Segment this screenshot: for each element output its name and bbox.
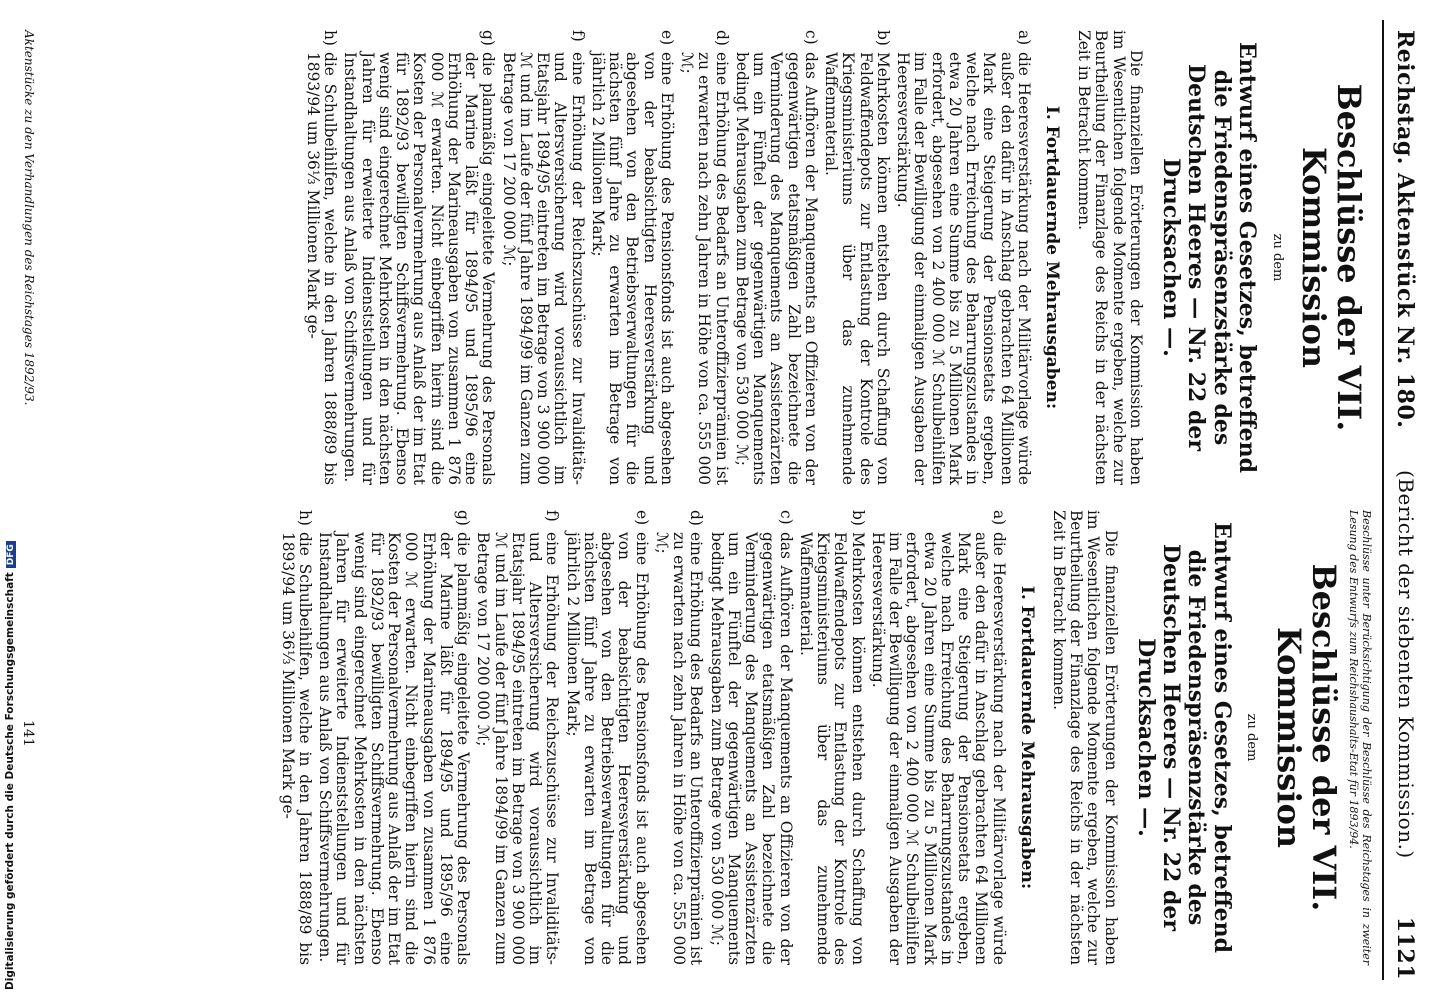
digitization-stamp [4, 544, 18, 990]
page-number: 141 [20, 720, 36, 747]
left-item-list [304, 30, 1032, 485]
right-intro: Die finanziellen Erörterungen der Kommission haben im Wesentlichen folgende Momente ergeben, welche zur Beurtheilung der Finanzlage des Reichs in der nächsten Zeit in Betracht kommen. [1049, 510, 1120, 965]
left-list-item [894, 30, 1032, 485]
header-page-number: 1121 [1392, 916, 1418, 980]
right-list-item [563, 510, 649, 965]
item-label: g) [454, 510, 473, 526]
item-text: eine Erhöhung des Bedarfs an Unteroffizierprämien ist zu erwarten nach zehn Jahren in Höhe von ca. 555 000 ℳ; [678, 52, 731, 485]
left-zu-dem: zu dem [1269, 233, 1285, 282]
item-label: a) [1014, 30, 1033, 46]
right-subtitle: Entwurf eines Gesetzes, betreffend die Friedenspräsenzstärke des Deutschen Heeres — Nr. 22 der Drucksachen —. [1132, 521, 1235, 954]
right-zu-dem: zu dem [1244, 713, 1260, 762]
item-label: b) [873, 30, 892, 46]
item-text: eine Erhöhung der Reichszuschüsse zur Invaliditäts- und Altersversicherung wird voraussichtlich im Etatsjahr 1894/95 eintreten im Betrage von 3 900 000 ℳ und im Laufe der fünf Jahre 1894/99 im Ganzen zum Betrage von 17 200 000 ℳ; [474, 532, 562, 965]
right-list-item [653, 510, 705, 965]
item-text: Mehrkosten können entstehen durch Schaffung von Feldwaffendepots zur Entlastung der Kontrole des Kriegsministeriums über das zunehmende Waffenmaterial. [796, 532, 867, 965]
item-text: die Schulbeihilfen, welche in den Jahren 1888/89 bis 1893/94 um 36⅓ Millionen Mark ge- [278, 532, 314, 965]
item-label: d) [712, 30, 731, 46]
item-label: f) [543, 510, 562, 522]
right-list-item [797, 510, 866, 965]
right-list-item [278, 510, 313, 965]
right-list-item [316, 510, 471, 965]
item-text: Mehrkosten können entstehen durch Schaffung von Feldwaffendepots zur Entlastung der Kontrole des Kriegsministeriums über das zunehmende Waffenmaterial. [822, 52, 892, 485]
right-section-heading: I. Fortdauernde Mehrausgaben: [1016, 585, 1037, 890]
left-list-item [341, 30, 496, 485]
item-label: c) [801, 30, 820, 45]
item-label: e) [632, 510, 651, 526]
item-text: die Schulbeihilfen, welche in den Jahren 1888/89 bis 1893/94 um 36⅓ Millionen Mark ge- [303, 52, 340, 485]
item-label: d) [687, 510, 706, 526]
right-title: Beschlüsse der VII. Kommission [1269, 563, 1343, 912]
item-text: eine Erhöhung des Pensionsfonds ist auch abgesehen von der beabsichtigten Heeresverstärkung und abgesehen von den Betriebsverwaltungen für die nächsten fünf Jahre zu erwarten im Betrage von jährlich 2 Millionen Mark; [588, 52, 676, 485]
item-text: das Aufhören der Manquements an Offizieren von der gegenwärtigen etatsmäßigen Zahl bezeichnete die Verminderung des Manquements an Assistenzärzten um ein Fünftel der gegenwärtigen Manquements bedingt Mehrausgaben zum Betrage von 530 000 ℳ; [732, 52, 820, 485]
header-subtitle: (Bericht der siebenten Kommission.) [1394, 470, 1418, 859]
item-label: f) [568, 30, 587, 42]
item-text: das Aufhören der Manquements an Offizieren von der gegenwärtigen etatsmäßigen Zahl bezeichnete die Verminderung des Manquements an Assistenzärzten um ein Fünftel der gegenwärtigen Manquements bedingt Mehrausgaben zum Betrage von 530 000 ℳ; [707, 532, 795, 965]
left-list-item [499, 30, 585, 485]
item-text: die planmäßig eingeleitete Vermehrung des Personals der Marine läßt für 1894/95 und 1895/96 eine Erhöhung der Marineausgaben von zusammen 1 876 000 ℳ erwarten. Nicht einbegriffen hierin sind die Kosten der Personalvermehrung aus Anlaß der im Etat für 1892/93 bewilligten Schiffsvermehrung. Ebenso wenig sind eingerechnet Mehrkosten in den nächsten Jahren für erweiterte Indienststellungen und für Instandhaltungen aus Anlaß von Schiffsvermehrungen. [316, 532, 473, 965]
item-text: die planmäßig eingeleitete Vermehrung des Personals der Marine läßt für 1894/95 und 1895/96 eine Erhöhung der Marineausgaben von zusammen 1 876 000 ℳ erwarten. Nicht einbegriffen hierin sind die Kosten der Personalvermehrung aus Anlaß der im Etat für 1892/93 bewilligten Schiffsvermehrung. Ebenso wenig sind eingerechnet Mehrkosten in den nächsten Jahren für erweiterte Indienststellungen und für Instandhaltungen aus Anlaß von Schiffsvermehrungen. [341, 52, 498, 485]
left-section-heading: I. Fortdauernde Mehrausgaben: [1041, 105, 1062, 410]
left-list-item [733, 30, 819, 485]
digitization-text: Digitalisierung gefördert durch die Deutsche Forschungsgemeinschaft [4, 572, 16, 990]
item-text: die Heeresverstärkung nach der Militärvorlage würde außer den dafür in Anschlag gebrachten 64 Millionen Mark eine Steigerung der Pensionsetats ergeben, welche nach Erreichung des Beharrungszustandes in etwa 20 Jahren eine Summe bis zu 5 Millionen Mark erfordert, abgesehen von 2 400 000 ℳ Schulbeihilfen im Falle der Bewilligung der einmaligen Ausgaben der Heeresverstärkung. [894, 52, 1033, 485]
header-title: Reichstag. Aktenstück Nr. 180. [1392, 30, 1418, 429]
right-list-item [707, 510, 793, 965]
footer-note: Aktenstücke zu den Verhandlungen des Reichstages 1892/93. [22, 30, 36, 406]
item-label: e) [657, 30, 676, 46]
item-label: b) [848, 510, 867, 526]
header-rule [1382, 20, 1384, 980]
item-text: die Heeresverstärkung nach der Militärvorlage würde außer den dafür in Anschlag gebrachten 64 Millionen Mark eine Steigerung der Pensionsetats ergeben, welche nach Erreichung des Beharrungszustandes in etwa 20 Jahren eine Summe bis zu 5 Millionen Mark erfordert, abgesehen von 2 400 000 ℳ Schulbeihilfen im Falle der Bewilligung der einmaligen Ausgaben der Heeresverstärkung. [868, 532, 1008, 965]
right-column [275, 510, 1372, 965]
item-label: h) [321, 30, 340, 46]
item-text: eine Erhöhung des Bedarfs an Unteroffizierprämien ist zu erwarten nach zehn Jahren in Höhe von ca. 555 000 ℳ; [652, 532, 706, 965]
dfg-logo-icon: DFG [6, 541, 16, 568]
left-list-item [304, 30, 339, 485]
left-subtitle: Entwurf eines Gesetzes, betreffend die Friedenspräsenzstärke des Deutschen Heeres — Nr. 22 der Drucksachen —. [1158, 41, 1261, 474]
right-item-list [278, 510, 1006, 965]
item-label: g) [479, 30, 498, 46]
left-list-item [678, 30, 730, 485]
left-intro: Die finanziellen Erörterungen der Kommission haben im Wesentlichen folgende Momente ergeben, welche zur Beurtheilung der Finanzlage des Reichs in der nächsten Zeit in Betracht kommen. [1075, 30, 1145, 485]
item-label: h) [295, 510, 314, 526]
right-column-note: Beschlüsse unter Berücksichtigung der Beschlüsse des Reichstages in zweiter Lesung des Entwurfs zum Reichshaushalts-Etat für 1893/94. [1347, 510, 1373, 965]
left-list-item [822, 30, 891, 485]
left-title: Beschlüsse der VII. Kommission [1294, 83, 1368, 432]
item-label: a) [989, 510, 1008, 526]
right-list-item [869, 510, 1007, 965]
item-text: eine Erhöhung des Pensionsfonds ist auch abgesehen von der beabsichtigten Heeresverstärkung und abgesehen von den Betriebsverwaltungen für die nächsten fünf Jahre zu erwarten im Betrage von jährlich 2 Millionen Mark; [563, 532, 651, 965]
left-list-item [589, 30, 675, 485]
item-label: c) [776, 510, 795, 525]
left-column [301, 30, 1372, 485]
right-list-item [474, 510, 560, 965]
item-text: eine Erhöhung der Reichszuschüsse zur Invaliditäts- und Altersversicherung wird voraussichtlich im Etatsjahr 1894/95 eintreten im Betrage von 3 900 000 ℳ und im Laufe der fünf Jahre 1894/99 im Ganzen zum Betrage von 17 200 000 ℳ; [499, 52, 587, 485]
